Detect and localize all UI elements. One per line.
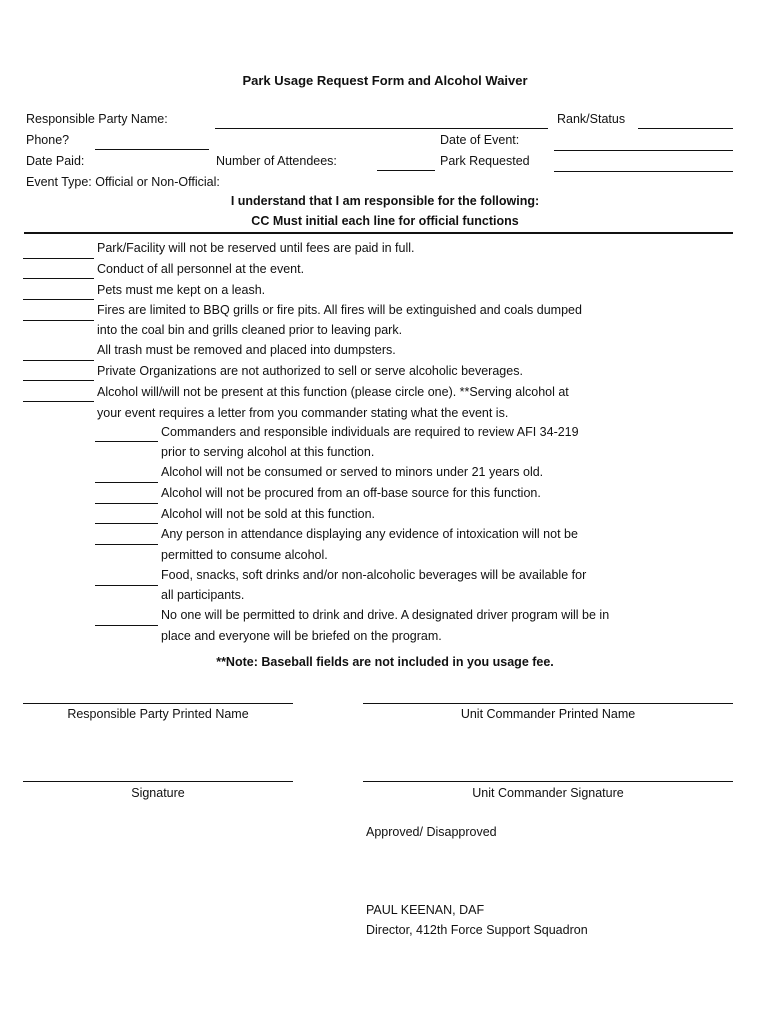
form-title: Park Usage Request Form and Alcohol Waiver (242, 73, 528, 88)
responsible-party-name-label: Responsible Party Name: (26, 112, 168, 126)
number-of-attendees-field[interactable] (377, 170, 435, 171)
date-of-event-label: Date of Event: (440, 133, 520, 147)
list-item: all participants. (161, 588, 245, 602)
phone-label: Phone? (26, 133, 70, 147)
list-item: Alcohol will not be procured from an off-base source for this function. (161, 486, 541, 500)
initial-line[interactable] (23, 401, 94, 402)
list-item: Alcohol will/will not be present at this function (please circle one). **Serving alcohol at (97, 385, 569, 399)
section-divider (24, 232, 733, 234)
responsible-printed-name-field[interactable] (23, 703, 293, 704)
commander-printed-name-label: Unit Commander Printed Name (460, 707, 636, 721)
list-item: Fires are limited to BBQ grills or fire pits. All fires will be extinguished and coals dumped (97, 303, 582, 317)
park-requested-label: Park Requested (440, 154, 530, 168)
approval-status[interactable]: Approved/ Disapproved (366, 825, 497, 839)
acknowledgement-subheading: CC Must initial each line for official functions (251, 214, 519, 228)
initial-line[interactable] (23, 299, 94, 300)
initial-line[interactable] (95, 503, 158, 504)
date-paid-field[interactable] (95, 149, 209, 150)
initial-line[interactable] (95, 523, 158, 524)
list-item: into the coal bin and grills cleaned prior to leaving park. (97, 323, 403, 337)
initial-line[interactable] (95, 544, 158, 545)
list-item: Commanders and responsible individuals are required to review AFI 34-219 (161, 425, 579, 439)
list-item: permitted to consume alcohol. (161, 548, 328, 562)
list-item: Alcohol will not be sold at this function. (161, 507, 376, 521)
initial-line[interactable] (95, 482, 158, 483)
list-item: Alcohol will not be consumed or served to minors under 21 years old. (161, 465, 544, 479)
commander-signature-label: Unit Commander Signature (472, 786, 624, 800)
commander-printed-name-field[interactable] (363, 703, 733, 704)
responsible-party-name-field[interactable] (215, 128, 548, 129)
initial-line[interactable] (95, 625, 158, 626)
date-of-event-field[interactable] (554, 150, 733, 151)
list-item: prior to serving alcohol at this function. (161, 445, 375, 459)
initial-line[interactable] (23, 258, 94, 259)
acknowledgement-heading: I understand that I am responsible for the following: (230, 194, 540, 208)
list-item: Any person in attendance displaying any evidence of intoxication will not be (161, 527, 578, 541)
initial-line[interactable] (23, 360, 94, 361)
responsible-signature-label: Signature (131, 786, 185, 800)
rank-status-field[interactable] (638, 128, 733, 129)
list-item: No one will be permitted to drink and drive. A designated driver program will be in (161, 608, 610, 622)
director-name: PAUL KEENAN, DAF (366, 903, 485, 917)
list-item: Private Organizations are not authorized to sell or serve alcoholic beverages. (97, 364, 523, 378)
director-title: Director, 412th Force Support Squadron (366, 923, 588, 937)
responsible-signature-field[interactable] (23, 781, 293, 782)
initial-line[interactable] (23, 278, 94, 279)
initial-line[interactable] (23, 320, 94, 321)
note-text: **Note: Baseball fields are not included in you usage fee. (216, 655, 554, 669)
list-item: your event requires a letter from you commander stating what the event is. (97, 406, 509, 420)
list-item: Conduct of all personnel at the event. (97, 262, 305, 276)
rank-status-label: Rank/Status (557, 112, 626, 126)
initial-line[interactable] (23, 380, 94, 381)
list-item: Park/Facility will not be reserved until fees are paid in full. (97, 241, 415, 255)
number-of-attendees-label: Number of Attendees: (216, 154, 337, 168)
commander-signature-field[interactable] (363, 781, 733, 782)
list-item: Pets must me kept on a leash. (97, 283, 266, 297)
date-paid-label: Date Paid: (26, 154, 85, 168)
initial-line[interactable] (95, 585, 158, 586)
park-requested-field[interactable] (554, 171, 733, 172)
list-item: All trash must be removed and placed into dumpsters. (97, 343, 396, 357)
event-type-label: Event Type: Official or Non-Official: (26, 175, 220, 189)
list-item: Food, snacks, soft drinks and/or non-alcoholic beverages will be available for (161, 568, 587, 582)
initial-line[interactable] (95, 441, 158, 442)
responsible-printed-name-label: Responsible Party Printed Name (67, 707, 249, 721)
list-item: place and everyone will be briefed on the program. (161, 629, 442, 643)
